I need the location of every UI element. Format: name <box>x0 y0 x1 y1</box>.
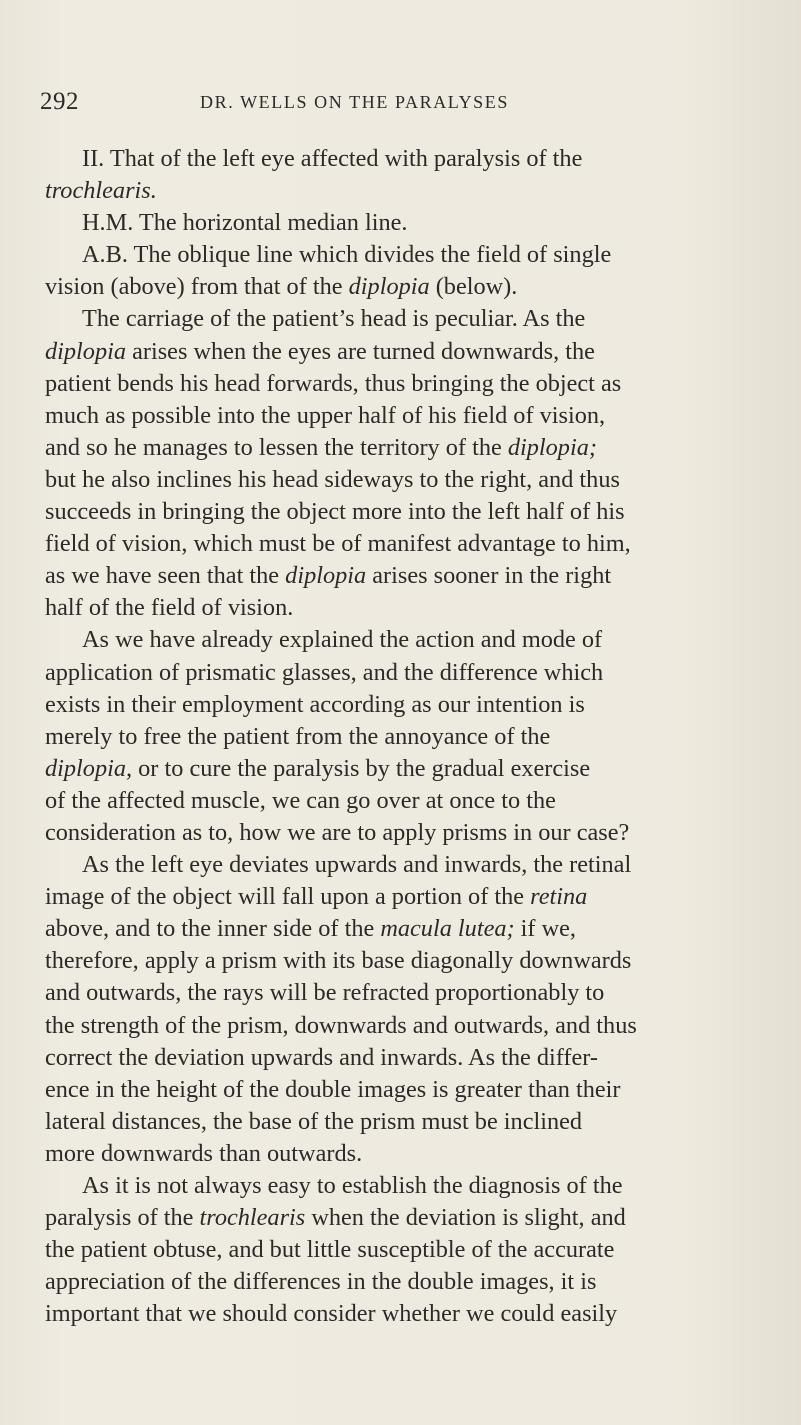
body-text <box>45 143 790 1330</box>
text-line <box>82 207 790 239</box>
text-segment: As the left eye deviates upwards and inwards, the retinal <box>82 851 632 879</box>
page-number: 292 <box>40 88 79 115</box>
text-line <box>45 271 790 303</box>
text-segment: and outwards, the rays will be refracted proportionably to <box>45 979 605 1007</box>
text-segment: A.B. The oblique line which divides the field of single <box>82 241 612 269</box>
text-segment: but he also inclines his head sideways to the right, and thus <box>45 465 620 493</box>
text-segment: or to cure the paralysis by the gradual exercise <box>132 754 591 782</box>
text-line <box>45 689 790 721</box>
text-segment: II. That of the left eye affected with paralysis of the <box>82 145 583 172</box>
running-head: DR. WELLS ON THE PARALYSES <box>200 92 509 112</box>
italic-term: diplopia, <box>45 754 133 782</box>
text-line <box>45 175 790 207</box>
text-line <box>45 1234 790 1266</box>
italic-term: trochlearis. <box>45 177 157 205</box>
text-segment: and so he manages to lessen the territory of the <box>45 433 508 461</box>
text-segment: (below). <box>429 273 518 301</box>
text-line <box>45 1074 790 1106</box>
text-segment: above, and to the inner side of the <box>45 915 381 943</box>
text-segment: appreciation of the differences in the double images, it is <box>45 1268 597 1296</box>
text-segment: if we, <box>514 915 577 943</box>
text-line <box>45 977 790 1009</box>
italic-term: trochlearis <box>199 1204 306 1232</box>
text-line <box>45 945 790 977</box>
text-segment: half of the field of vision. <box>45 594 294 622</box>
text-segment: succeeds in bringing the object more into the left half of his <box>45 498 625 526</box>
italic-term: macula lutea; <box>380 915 515 943</box>
text-line <box>45 400 790 432</box>
text-line <box>82 849 790 881</box>
text-line <box>45 432 790 464</box>
italic-term: diplopia; <box>507 433 597 461</box>
text-line <box>45 721 790 753</box>
text-line <box>45 657 790 689</box>
text-segment: of the affected muscle, we can go over at once to the <box>45 786 556 814</box>
text-line <box>82 624 790 656</box>
text-segment: ence in the height of the double images is greater than their <box>45 1075 621 1103</box>
italic-term: diplopia <box>45 337 126 365</box>
text-segment: arises sooner in the right <box>366 562 612 590</box>
text-segment: application of prismatic glasses, and the difference which <box>45 658 604 686</box>
text-segment: important that we should consider whether we could easily <box>45 1300 618 1328</box>
text-line <box>45 368 790 400</box>
text-line <box>45 1106 790 1138</box>
text-line <box>45 336 790 368</box>
text-line <box>45 528 790 560</box>
italic-term: retina <box>530 883 588 911</box>
text-line <box>82 143 790 175</box>
text-line <box>45 881 790 913</box>
text-segment: therefore, apply a prism with its base diagonally downwards <box>45 947 632 975</box>
text-line <box>45 560 790 592</box>
text-segment: consideration as to, how we are to apply prisms in our case? <box>45 818 630 846</box>
text-line <box>45 1202 790 1234</box>
text-line <box>45 1042 790 1074</box>
text-segment: field of vision, which must be of manifest advantage to him, <box>45 530 631 558</box>
text-line <box>45 496 790 528</box>
text-segment: patient bends his head forwards, thus bringing the object as <box>45 369 622 397</box>
text-line <box>45 1138 790 1170</box>
text-segment: the patient obtuse, and but little susceptible of the accurate <box>45 1236 615 1264</box>
text-segment: as we have seen that the <box>45 562 286 590</box>
text-line <box>45 1010 790 1042</box>
text-line <box>82 303 790 335</box>
text-segment: vision (above) from that of the <box>45 273 349 301</box>
text-line <box>45 785 790 817</box>
text-segment: the strength of the prism, downwards and outwards, and thus <box>45 1011 637 1039</box>
text-line <box>82 1170 790 1202</box>
text-line <box>45 753 790 785</box>
text-segment: arises when the eyes are turned downwards, the <box>126 337 595 365</box>
text-segment: correct the deviation upwards and inwards. As the differ- <box>45 1043 598 1071</box>
text-line <box>45 1298 790 1330</box>
text-segment: exists in their employment according as our intention is <box>45 690 585 718</box>
text-segment: lateral distances, the base of the prism must be inclined <box>45 1107 583 1135</box>
text-segment: more downwards than outwards. <box>45 1139 363 1167</box>
text-line <box>45 1266 790 1298</box>
text-line <box>45 464 790 496</box>
text-segment: when the deviation is slight, and <box>305 1204 626 1232</box>
text-segment: The carriage of the patient’s head is peculiar. As the <box>82 305 586 333</box>
text-segment: paralysis of the <box>45 1204 200 1232</box>
italic-term: diplopia <box>285 562 367 590</box>
text-line <box>45 592 790 624</box>
text-segment: image of the object will fall upon a portion of the <box>45 883 531 911</box>
text-segment: much as possible into the upper half of his field of vision, <box>45 401 606 429</box>
text-segment: H.M. The horizontal median line. <box>82 209 408 237</box>
text-segment: As we have already explained the action and mode of <box>82 626 603 654</box>
text-line <box>82 239 790 271</box>
text-line <box>45 817 790 849</box>
page-header <box>40 88 780 122</box>
text-segment: merely to free the patient from the annoyance of the <box>45 722 551 750</box>
text-segment: As it is not always easy to establish the diagnosis of the <box>82 1172 623 1199</box>
text-line <box>45 913 790 945</box>
italic-term: diplopia <box>348 273 430 301</box>
